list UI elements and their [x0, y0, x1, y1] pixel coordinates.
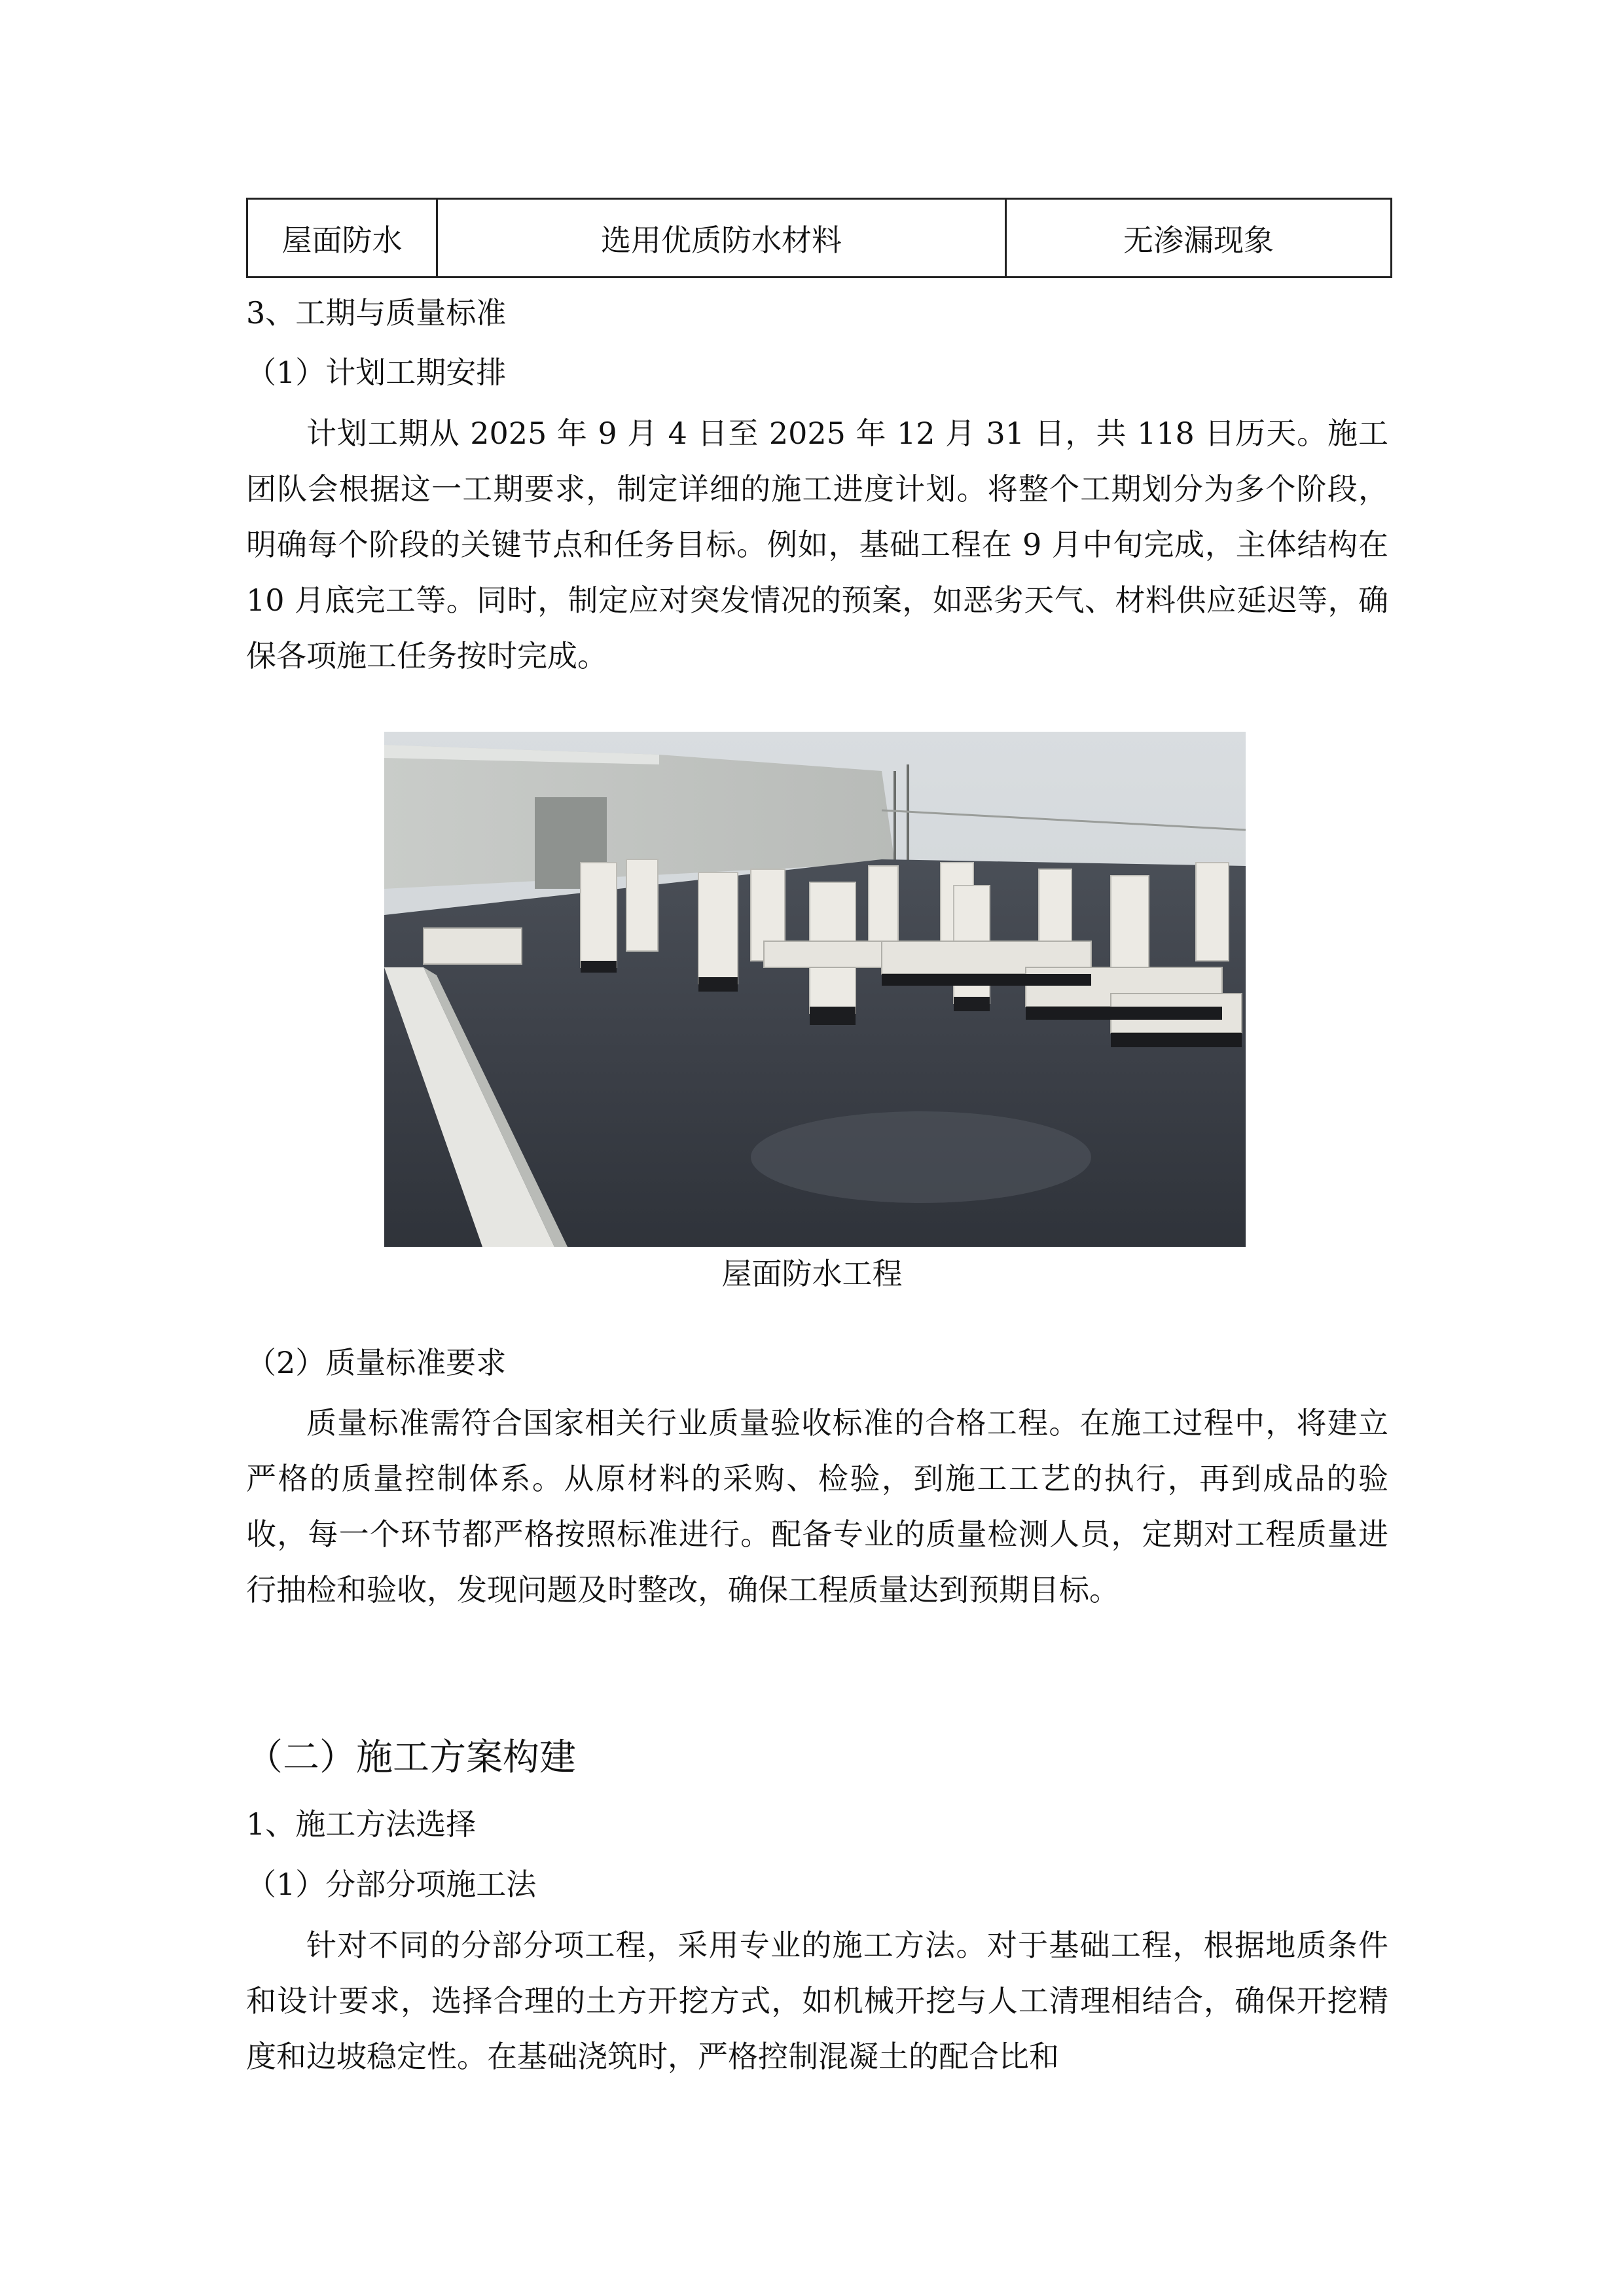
table-cell: 屋面防水 — [247, 199, 437, 278]
section-heading: 3、工期与质量标准 — [246, 295, 507, 331]
figure-caption: 屋面防水工程 — [721, 1256, 903, 1291]
chapter-heading: （二）施工方案构建 — [246, 1736, 576, 1779]
paragraph-methods: 针对不同的分部分项工程，采用专业的施工方法。对于基础工程，根据地质条件和设计要求，选择合理的土方开挖方式，如机械开挖与人工清理相结合，确保开挖精度和边坡稳定性。在基础浇筑时，严格控制混凝土的配合比和 — [246, 1928, 1388, 2074]
roof-waterproofing-photo — [384, 732, 1246, 1247]
subsection-heading: （1）分部分项施工法 — [246, 1867, 537, 1902]
table-row — [247, 199, 1392, 278]
table-cell: 选用优质防水材料 — [437, 199, 1006, 278]
paragraph-quality: 质量标准需符合国家相关行业质量验收标准的合格工程。在施工过程中，将建立严格的质量控制体系。从原材料的采购、检验，到施工工艺的执行，再到成品的验收，每一个环节都严格按照标准进行。配备专业的质量检测人员，定期对工程质量进行抽检和验收，发现问题及时整改，确保工程质量达到预期目标。 — [246, 1405, 1388, 1607]
materials-table — [246, 198, 1392, 278]
table-cell: 无渗漏现象 — [1006, 199, 1392, 278]
subsection-heading: （2）质量标准要求 — [246, 1345, 507, 1380]
paragraph-schedule: 计划工期从 2025 年 9 月 4 日至 2025 年 12 月 31 日，共 118 日历天。施工团队会根据这一工期要求，制定详细的施工进度计划。将整个工期划分为多个阶段，明确每个阶段的关键节点和任务目标。例如，基础工程在 9 月中旬完成，主体结构在 10 月底完工等。同时，制定应对突发情况的预案，如恶劣天气、材料供应延迟等，确保各项施工任务按时完成。 — [246, 416, 1388, 673]
section-heading: 1、施工方法选择 — [246, 1806, 477, 1842]
subsection-heading: （1）计划工期安排 — [246, 355, 507, 390]
